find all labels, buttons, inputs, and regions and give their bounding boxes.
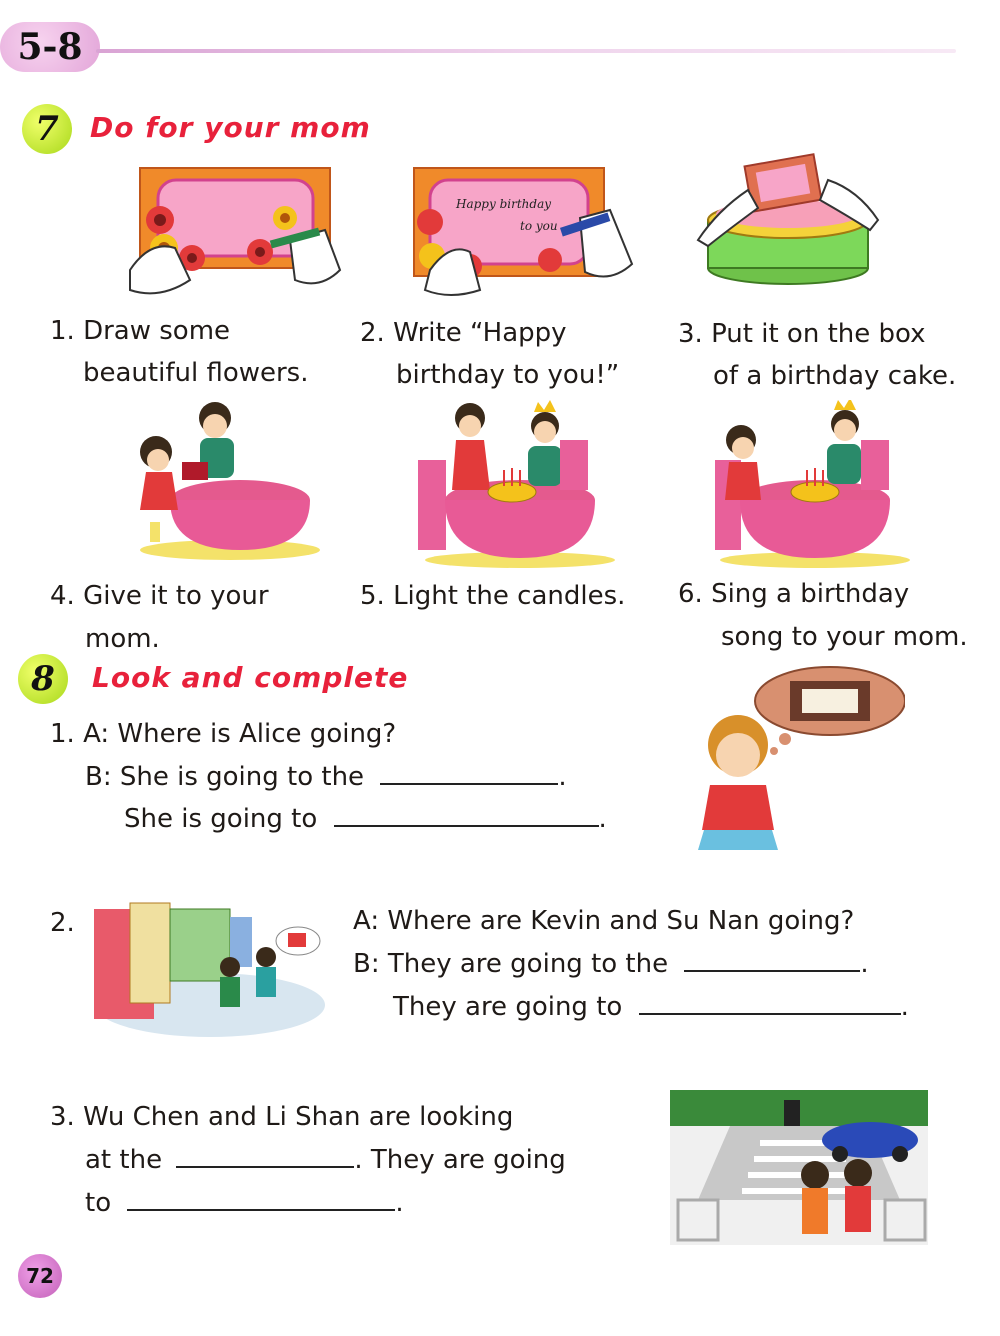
q2-blank-2[interactable]	[639, 987, 901, 1015]
q1-line-b-text: B: She is going to the	[85, 762, 365, 792]
q3-line-1: 3. Wu Chen and Li Shan are looking	[50, 1102, 514, 1132]
q3-line-3: to .	[85, 1182, 404, 1224]
header-divider	[96, 49, 956, 53]
q2-line-a: A: Where are Kevin and Su Nan going?	[353, 906, 855, 936]
section-7-number-badge: 7	[22, 104, 72, 154]
q3-line-2-text-a: at the	[85, 1145, 163, 1175]
illustration-give-to-mom	[120, 400, 320, 560]
section-8-number-badge: 8	[18, 654, 68, 704]
q2-line-c: They are going to .	[393, 986, 909, 1028]
unit-badge: 5-8	[0, 22, 100, 72]
q2-number: 2.	[50, 908, 75, 938]
q3-line-2-text-b: . They are going	[354, 1145, 566, 1175]
step-6-caption-line1: 6. Sing a birthday	[678, 579, 910, 609]
q3-blank-2[interactable]	[127, 1183, 395, 1211]
q2-line-b-text: B: They are going to the	[353, 949, 669, 979]
illustration-write-card	[410, 160, 640, 300]
step-3-caption-line1: 3. Put it on the box	[678, 319, 926, 349]
step-6-caption-line2: song to your mom.	[721, 622, 968, 652]
card-text-line1: Happy birthday	[456, 197, 551, 211]
illustration-kevin-sunan-street	[90, 895, 325, 1040]
illustration-light-candles	[410, 400, 620, 570]
section-8-title: Look and complete	[92, 661, 409, 694]
illustration-draw-flowers	[120, 160, 350, 300]
illustration-sing-song	[705, 400, 915, 570]
q3-blank-1[interactable]	[176, 1140, 354, 1168]
q2-blank-1[interactable]	[684, 944, 860, 972]
step-4-caption-line1: 4. Give it to your	[50, 581, 269, 611]
q1-blank-1[interactable]	[380, 757, 558, 785]
page-number: 72	[18, 1254, 62, 1298]
step-4-caption-line2: mom.	[85, 624, 160, 654]
illustration-crossing-street	[670, 1070, 928, 1245]
q3-line-3-text: to	[85, 1188, 112, 1218]
q3-line-2	[85, 1139, 566, 1181]
step-3-caption-line2: of a birthday cake.	[713, 361, 957, 391]
step-1-caption-line2: beautiful flowers.	[83, 358, 309, 388]
q1-line-a: 1. A: Where is Alice going?	[50, 719, 397, 749]
illustration-alice-cinema	[690, 665, 905, 860]
q1-line-c-text: She is going to	[124, 804, 318, 834]
q1-blank-2[interactable]	[334, 799, 599, 827]
illustration-card-on-cake	[688, 150, 888, 290]
q1-line-c: She is going to .	[124, 798, 607, 840]
q1-line-b: B: She is going to the .	[85, 756, 567, 798]
section-7-title: Do for your mom	[90, 111, 371, 144]
step-1-caption-line1: 1. Draw some	[50, 316, 231, 346]
q2-line-c-text: They are going to	[393, 992, 623, 1022]
step-2-caption-line1: 2. Write “Happy	[360, 318, 567, 348]
q2-line-b: B: They are going to the .	[353, 943, 869, 985]
step-5-caption: 5. Light the candles.	[360, 581, 626, 611]
step-2-caption-line2: birthday to you!”	[396, 360, 620, 390]
card-text-line2: to you	[520, 219, 558, 233]
